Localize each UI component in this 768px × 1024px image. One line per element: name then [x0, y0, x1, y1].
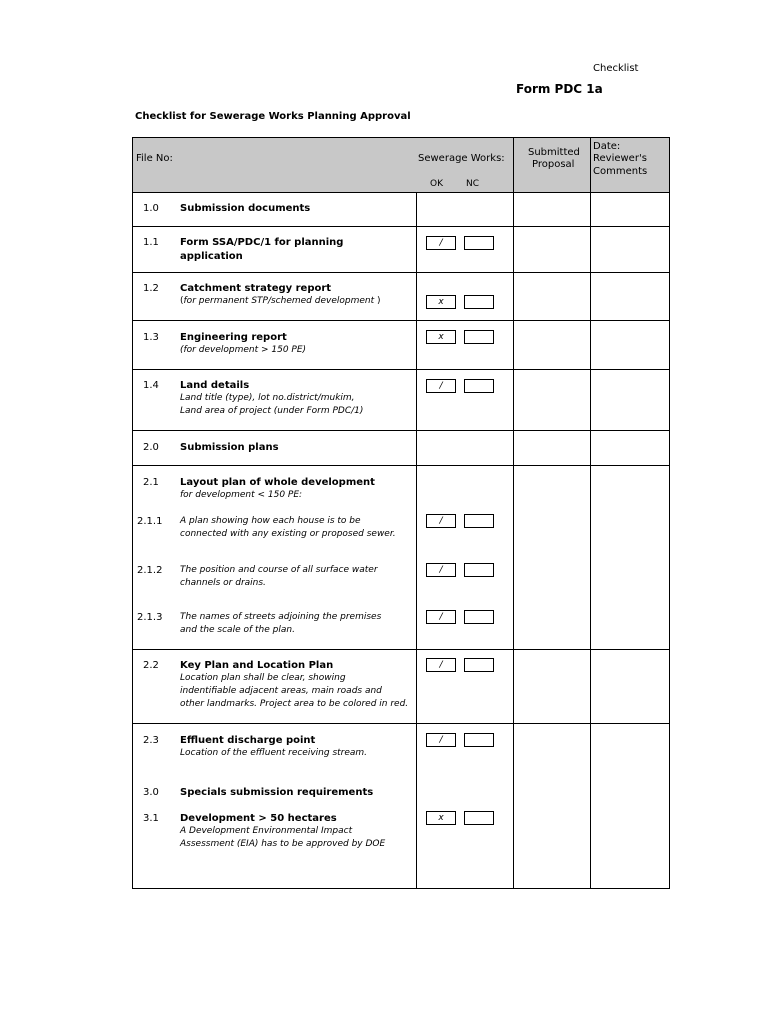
- item-note: The names of streets adjoining the premises: [180, 612, 382, 622]
- item-note: Assessment (EIA) has to be approved by DOE: [180, 839, 386, 849]
- item-note: A Development Environmental Impact: [180, 826, 353, 836]
- nc-checkbox[interactable]: [464, 295, 494, 309]
- item-note: connected with any existing or proposed sewer.: [180, 529, 396, 539]
- ok-column-label: OK: [430, 179, 443, 189]
- item-note: The position and course of all surface water: [180, 565, 378, 575]
- ok-checkbox[interactable]: /: [426, 236, 456, 250]
- item-title: Catchment strategy report: [180, 283, 332, 294]
- nc-checkbox[interactable]: [464, 658, 494, 672]
- nc-checkbox[interactable]: [464, 733, 494, 747]
- nc-checkbox[interactable]: [464, 514, 494, 528]
- note-text: for permanent STP/schemed development: [183, 296, 375, 306]
- item-note: indentifiable adjacent areas, main roads and: [180, 686, 382, 696]
- ok-checkbox[interactable]: /: [426, 514, 456, 528]
- nc-checkbox[interactable]: [464, 236, 494, 250]
- item-note: [180, 295, 381, 308]
- item-note: other landmarks. Project area to be colored in red.: [180, 699, 409, 709]
- row-number: 2.1.3: [137, 612, 163, 623]
- row-number: 1.3: [143, 332, 159, 343]
- ok-checkbox[interactable]: /: [426, 658, 456, 672]
- item-title: Land details: [180, 380, 250, 391]
- item-title: Development > 50 hectares: [180, 813, 337, 824]
- nc-checkbox[interactable]: [464, 379, 494, 393]
- form-id: Form PDC 1a: [516, 82, 603, 96]
- section-title: Specials submission requirements: [180, 787, 374, 798]
- row-number: 1.0: [143, 203, 159, 214]
- file-no-label: File No:: [136, 153, 173, 164]
- row-number: 3.1: [143, 813, 159, 824]
- section-title: Submission plans: [180, 442, 279, 453]
- document-label: Checklist: [593, 63, 639, 74]
- row-number: 1.2: [143, 283, 159, 294]
- row-number: 2.1.2: [137, 565, 163, 576]
- submitted-label: Submitted: [528, 147, 580, 158]
- section-title: Submission documents: [180, 203, 311, 214]
- item-title: Engineering report: [180, 332, 287, 343]
- item-note: channels or drains.: [180, 578, 266, 588]
- nc-checkbox[interactable]: [464, 610, 494, 624]
- row-number: 1.1: [143, 237, 159, 248]
- row-number: 2.1.1: [137, 516, 163, 527]
- table-header-band: [133, 138, 669, 192]
- reviewers-label: Reviewer's: [593, 153, 647, 164]
- row-number: 3.0: [143, 787, 159, 798]
- date-label: Date:: [593, 141, 621, 152]
- item-title: Effluent discharge point: [180, 735, 316, 746]
- nc-column-label: NC: [466, 179, 480, 189]
- ok-checkbox[interactable]: x: [426, 330, 456, 344]
- item-note: A plan showing how each house is to be: [180, 516, 361, 526]
- sewerage-works-label: Sewerage Works:: [418, 153, 505, 164]
- ok-checkbox[interactable]: /: [426, 733, 456, 747]
- item-title: Form SSA/PDC/1 for planning: [180, 237, 344, 248]
- item-note: (for development > 150 PE): [180, 345, 307, 355]
- item-title: Key Plan and Location Plan: [180, 660, 334, 671]
- item-note: Land title (type), lot no.district/mukim,: [180, 393, 355, 403]
- item-note: Location of the effluent receiving stream.: [180, 748, 368, 758]
- row-number: 2.1: [143, 477, 159, 488]
- nc-checkbox[interactable]: [464, 811, 494, 825]
- ok-checkbox[interactable]: x: [426, 295, 456, 309]
- item-title-cont: application: [180, 251, 243, 262]
- note-open-paren: (: [180, 296, 184, 306]
- nc-checkbox[interactable]: [464, 330, 494, 344]
- ok-checkbox[interactable]: /: [426, 379, 456, 393]
- row-number: 2.0: [143, 442, 159, 453]
- item-note: Land area of project (under Form PDC/1): [180, 406, 364, 416]
- ok-checkbox[interactable]: /: [426, 610, 456, 624]
- nc-checkbox[interactable]: [464, 563, 494, 577]
- row-number: 1.4: [143, 380, 159, 391]
- item-note: and the scale of the plan.: [180, 625, 295, 635]
- proposal-label: Proposal: [532, 159, 575, 170]
- document-title: Checklist for Sewerage Works Planning Approval: [135, 111, 411, 122]
- note-close-paren: ): [374, 296, 381, 306]
- ok-checkbox[interactable]: /: [426, 563, 456, 577]
- row-number: 2.3: [143, 735, 159, 746]
- item-note: for development < 150 PE:: [180, 490, 303, 500]
- ok-checkbox[interactable]: x: [426, 811, 456, 825]
- row-number: 2.2: [143, 660, 159, 671]
- comments-label: Comments: [593, 166, 648, 177]
- item-note: Location plan shall be clear, showing: [180, 673, 346, 683]
- item-title: Layout plan of whole development: [180, 477, 375, 488]
